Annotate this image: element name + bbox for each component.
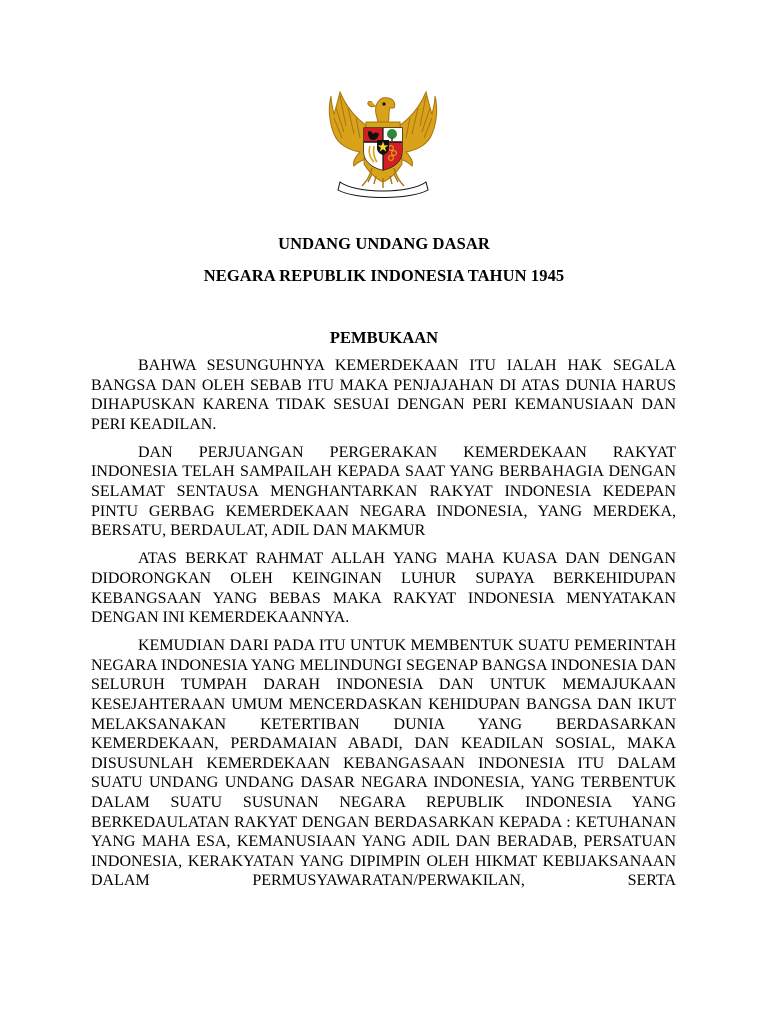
preamble-paragraph-4: KEMUDIAN DARI PADA ITU UNTUK MEMBENTUK SUATU PEMERINTAH NEGARA INDONESIA YANG MELINDUNGI SEGENAP BANGSA INDONESIA DAN SELURUH TUMPAH DARAH INDONESIA DAN UNTUK MEMAJUKAAN KESEJAHTERAAN UMUM MENCERDASKAN KEHIDUPAN BANGSA DAN IKUT MELAKSANAKAN KETERTIBAN DUNIA YANG BERDASARKAN KEMERDEKAAN, PERDAMAIAN ABADI, DAN KEADILAN SOSIAL, MAKA DISUSUNLAH KEMERDEKAAN KEBANGASAAN INDONESIA ITU DALAM SUATU UNDANG UNDANG DASAR NEGARA INDONESIA, YANG TERBENTUK DALAM SUATU SUSUNAN NEGARA REPUBLIK INDONESIA YANG BERKEDAULATAN RAKYAT DENGAN BERDASARKAN KEPADA : KETUHANAN YANG MAHA ESA, KEMANUSIAAN YANG ADIL DAN BERADAB, PERSATUAN INDONESIA, KERAKYATAN YANG DIPIMPIN OLEH HIKMAT KEBIJAKSANAAN DALAM PERMUSYAWARATAN/PERWAKILAN, SERTA [91, 637, 676, 890]
preamble-paragraph-3: ATAS BERKAT RAHMAT ALLAH YANG MAHA KUASA DAN DENGAN DIDORONGKAN OLEH KEINGINAN LUHUR SUPAYA BERKEHIDUPAN KEBANGSAAN YANG BEBAS MAKA RAKYAT INDONESIA MENYATAKAN DENGAN INI KEMERDEKAANNYA. [91, 550, 676, 627]
garuda-pancasila-emblem-icon [326, 86, 440, 198]
preamble-paragraph-2: DAN PERJUANGAN PERGERAKAN KEMERDEKAAN RAKYAT INDONESIA TELAH SAMPAILAH KEPADA SAAT YANG BERBAHAGIA DENGAN SELAMAT SENTAUSA MENGHANTARKAN RAKYAT INDONESIA KEDEPAN PINTU GERBAG KEMERDEKAAN NEGARA INDONESIA, YANG MERDEKA, BERSATU, BERDAULAT, ADIL DAN MAKMUR [91, 443, 676, 540]
preamble-paragraph-1: BAHWA SESUNGUHNYA KEMERDEKAAN ITU IALAH HAK SEGALA BANGSA DAN OLEH SEBAB ITU MAKA PENJAJAHAN DI ATAS DUNIA HARUS DIHAPUSKAN KARENA TIDAK SESUAI DENGAN PERI KEMANUSIAAN DAN PERI KEADILAN. [91, 357, 676, 433]
document-title-line-2: NEGARA REPUBLIK INDONESIA TAHUN 1945 [203, 266, 565, 285]
section-heading: PEMBUKAAN [329, 328, 439, 347]
document-title-line-1: UNDANG UNDANG DASAR [278, 234, 490, 253]
preamble-body [91, 356, 676, 899]
